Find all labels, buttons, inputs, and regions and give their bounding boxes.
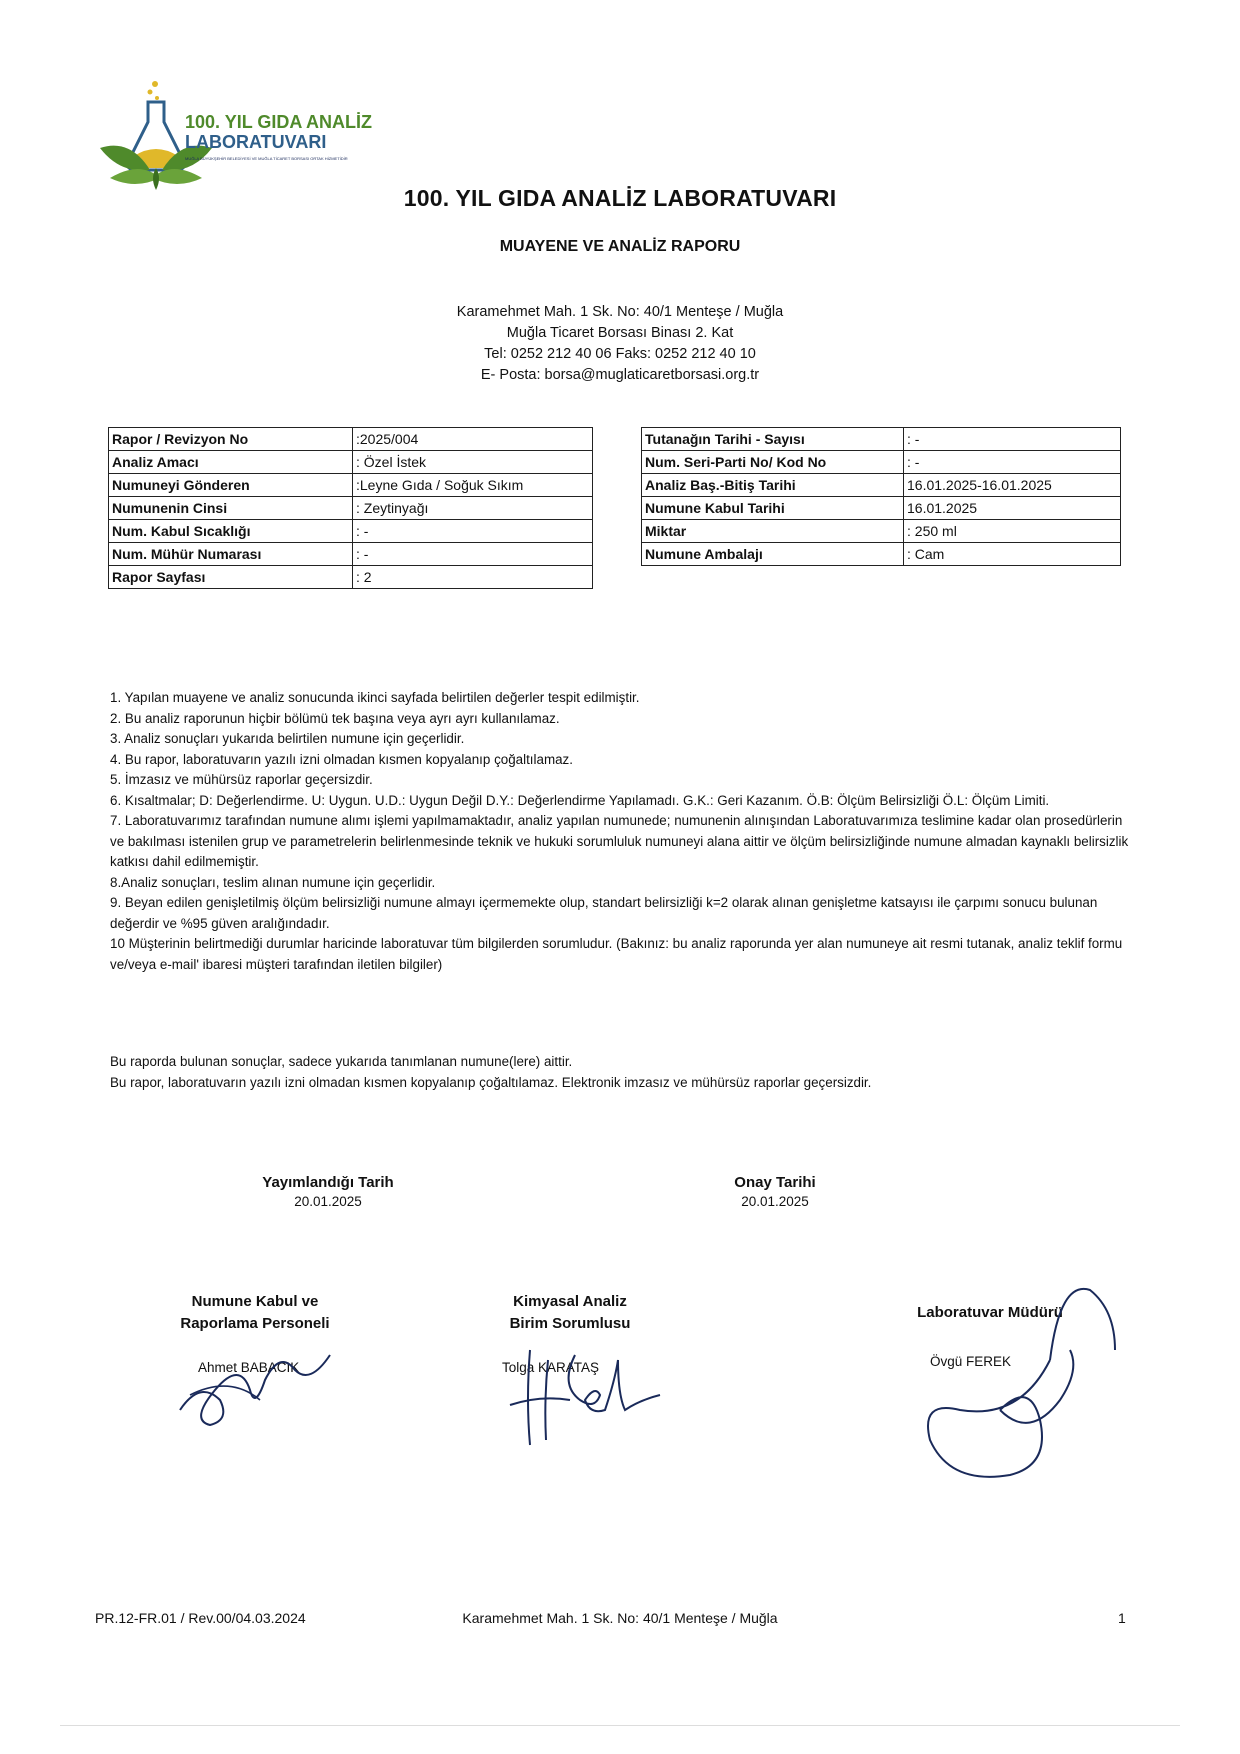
note-item: 9. Beyan edilen genişletilmiş ölçüm belirsizliği numune almayı içermemekte olup, standart belirsizliği k=2 olarak alınan genişletme katsayısı ile çarpımı sonucu bulunan değerdir ve %95 güven aralığındadır. <box>110 895 1098 931</box>
disclaimer-line: Bu rapor, laboratuvarın yazılı izni olmadan kısmen kopyalanıp çoğaltılamaz. Elektronik imzasız ve mühürsüz raporlar geçersizdir. <box>110 1074 872 1090</box>
address-block <box>0 302 1240 386</box>
note-item: 2. Bu analiz raporunun hiçbir bölümü tek başına veya ayrı ayrı kullanılamaz. <box>110 710 560 726</box>
table-row <box>642 474 1121 497</box>
logo-title-line2: LABORATUVARI <box>185 132 327 152</box>
field-value: : - <box>904 428 1121 451</box>
signature-block-chemical <box>470 1291 670 1335</box>
signature-title: Kimyasal Analiz <box>513 1293 627 1310</box>
table-row <box>109 428 593 451</box>
field-value: : Cam <box>904 543 1121 566</box>
handwritten-signature-2 <box>500 1340 670 1450</box>
field-label: Rapor Sayfası <box>109 566 353 589</box>
table-row <box>642 520 1121 543</box>
address-line: Karamehmet Mah. 1 Sk. No: 40/1 Menteşe / Muğla <box>456 304 784 320</box>
field-label: Analiz Amacı <box>109 451 353 474</box>
table-row <box>109 566 593 589</box>
field-label: Num. Mühür Numarası <box>109 543 353 566</box>
published-date-block <box>228 1172 428 1209</box>
note-item: 3. Analiz sonuçları yukarıda belirtilen numune için geçerlidir. <box>110 731 465 746</box>
field-label: Numune Kabul Tarihi <box>642 497 904 520</box>
field-label: Numuneyi Gönderen <box>109 474 353 497</box>
field-value: : - <box>353 520 593 543</box>
field-value: : Özel İstek <box>353 451 593 474</box>
note-item: 5. İmzasız ve mühürsüz raporlar geçersizdir. <box>110 772 373 787</box>
signer-name: Ahmet BABACIK <box>198 1360 300 1375</box>
table-row <box>109 474 593 497</box>
table-row <box>642 451 1121 474</box>
table-row <box>109 543 593 566</box>
field-value: : - <box>904 451 1121 474</box>
signer-name: Tolga KARATAŞ <box>502 1360 600 1375</box>
field-value: 16.01.2025-16.01.2025 <box>904 474 1121 497</box>
field-value: : Zeytinyağı <box>353 497 593 520</box>
footer-divider <box>60 1725 1180 1726</box>
field-label: Tutanağın Tarihi - Sayısı <box>642 428 904 451</box>
report-notes <box>110 688 1140 975</box>
signature-title: Laboratuvar Müdürü <box>917 1304 1063 1321</box>
email-line: E- Posta: borsa@muglaticaretborsasi.org.tr <box>480 367 760 383</box>
table-row <box>109 451 593 474</box>
note-item: 10 Müşterinin belirtmediği durumlar haricinde laboratuvar tüm bilgilerden sorumludur. (Bakınız: bu analiz raporunda yer alan numuneye ait resmi tutanak, analiz teklif formu ve/veya e-mail' ibaresi müşteri tarafından iletilen bilgiler) <box>110 936 1123 972</box>
lab-title: 100. YIL GIDA ANALİZ LABORATUVARI <box>403 185 837 211</box>
note-item: 8.Analiz sonuçları, teslim alınan numune için geçerlidir. <box>110 874 436 890</box>
signature-block-reception <box>150 1291 360 1335</box>
field-value: :2025/004 <box>353 428 593 451</box>
handwritten-signature-3 <box>900 1270 1130 1490</box>
report-title: MUAYENE VE ANALİZ RAPORU <box>499 238 741 255</box>
signature-title: Raporlama Personeli <box>180 1315 330 1332</box>
approval-date-block <box>675 1172 875 1209</box>
field-value: : 250 ml <box>904 520 1121 543</box>
published-date-label: Yayımlandığı Tarih <box>262 1174 394 1191</box>
disclaimer <box>110 1052 1140 1093</box>
handwritten-signature-1 <box>170 1340 350 1430</box>
form-code: PR.12-FR.01 / Rev.00/04.03.2024 <box>95 1610 306 1626</box>
table-row <box>642 428 1121 451</box>
logo-tagline: MUĞLA BÜYÜKŞEHİR BELEDİYESİ VE MUĞLA TİCARET BORSASI ORTAK HİZMETİDİR <box>185 156 348 161</box>
note-item: 4. Bu rapor, laboratuvarın yazılı izni olmadan kısmen kopyalanıp çoğaltılamaz. <box>110 751 573 767</box>
lab-logo <box>100 78 420 198</box>
note-item: 7. Laboratuvarımız tarafından numune alımı işlemi yapılmamaktadır, analiz yapılan numunede; numunenin alınışından Laboratuvarımıza teslimine kadar olan prosedürlerin ve bakılması istenilen grup ve parametrelerin belirlenmesinde teknik ve hukuki sorumluluk numuneyi alana aittir ve ölçüm belirsizliğinde numune almadan kaynaklı belirsizlik katkısı dahil edilmemiştir. <box>110 813 1129 869</box>
field-value: : 2 <box>353 566 593 589</box>
signature-title: Numune Kabul ve <box>191 1293 319 1310</box>
field-label: Numune Ambalajı <box>642 543 904 566</box>
field-label: Rapor / Revizyon No <box>109 428 353 451</box>
field-label: Numunenin Cinsi <box>109 497 353 520</box>
table-row <box>642 543 1121 566</box>
field-label: Num. Kabul Sıcaklığı <box>109 520 353 543</box>
table-row <box>642 497 1121 520</box>
report-info-table-right <box>641 427 1121 566</box>
table-row <box>109 520 593 543</box>
field-label: Num. Seri-Parti No/ Kod No <box>642 451 904 474</box>
phone-line: Tel: 0252 212 40 06 Faks: 0252 212 40 10 <box>484 346 756 362</box>
field-label: Analiz Baş.-Bitiş Tarihi <box>642 474 904 497</box>
field-value: : - <box>353 543 593 566</box>
address-line: Muğla Ticaret Borsası Binası 2. Kat <box>506 325 734 341</box>
field-value: 16.01.2025 <box>904 497 1121 520</box>
footer-address: Karamehmet Mah. 1 Sk. No: 40/1 Menteşe / Muğla <box>462 1610 778 1626</box>
table-row <box>109 497 593 520</box>
approval-date-value: 20.01.2025 <box>741 1194 809 1209</box>
published-date-value: 20.01.2025 <box>294 1194 362 1209</box>
logo-title-line1: 100. YIL GIDA ANALİZ <box>185 112 373 132</box>
disclaimer-line: Bu raporda bulunan sonuçlar, sadece yukarıda tanımlanan numune(lere) aittir. <box>110 1054 573 1069</box>
report-info-table-left <box>108 427 593 589</box>
field-value: :Leyne Gıda / Soğuk Sıkım <box>353 474 593 497</box>
note-item: 1. Yapılan muayene ve analiz sonucunda ikinci sayfada belirtilen değerler tespit edilmiştir. <box>110 690 640 705</box>
field-label: Miktar <box>642 520 904 543</box>
page-number: 1 <box>1118 1610 1126 1626</box>
note-item: 6. Kısaltmalar; D: Değerlendirme. U: Uygun. U.D.: Uygun Değil D.Y.: Değerlendirme Yapılamadı. G.K.: Geri Kazanım. Ö.B: Ölçüm Belirsizliği Ö.L: Ölçüm Limiti. <box>110 792 1050 808</box>
approval-date-label: Onay Tarihi <box>734 1174 816 1191</box>
signer-name: Övgü FEREK <box>930 1354 1012 1369</box>
signature-title: Birim Sorumlusu <box>509 1315 631 1332</box>
